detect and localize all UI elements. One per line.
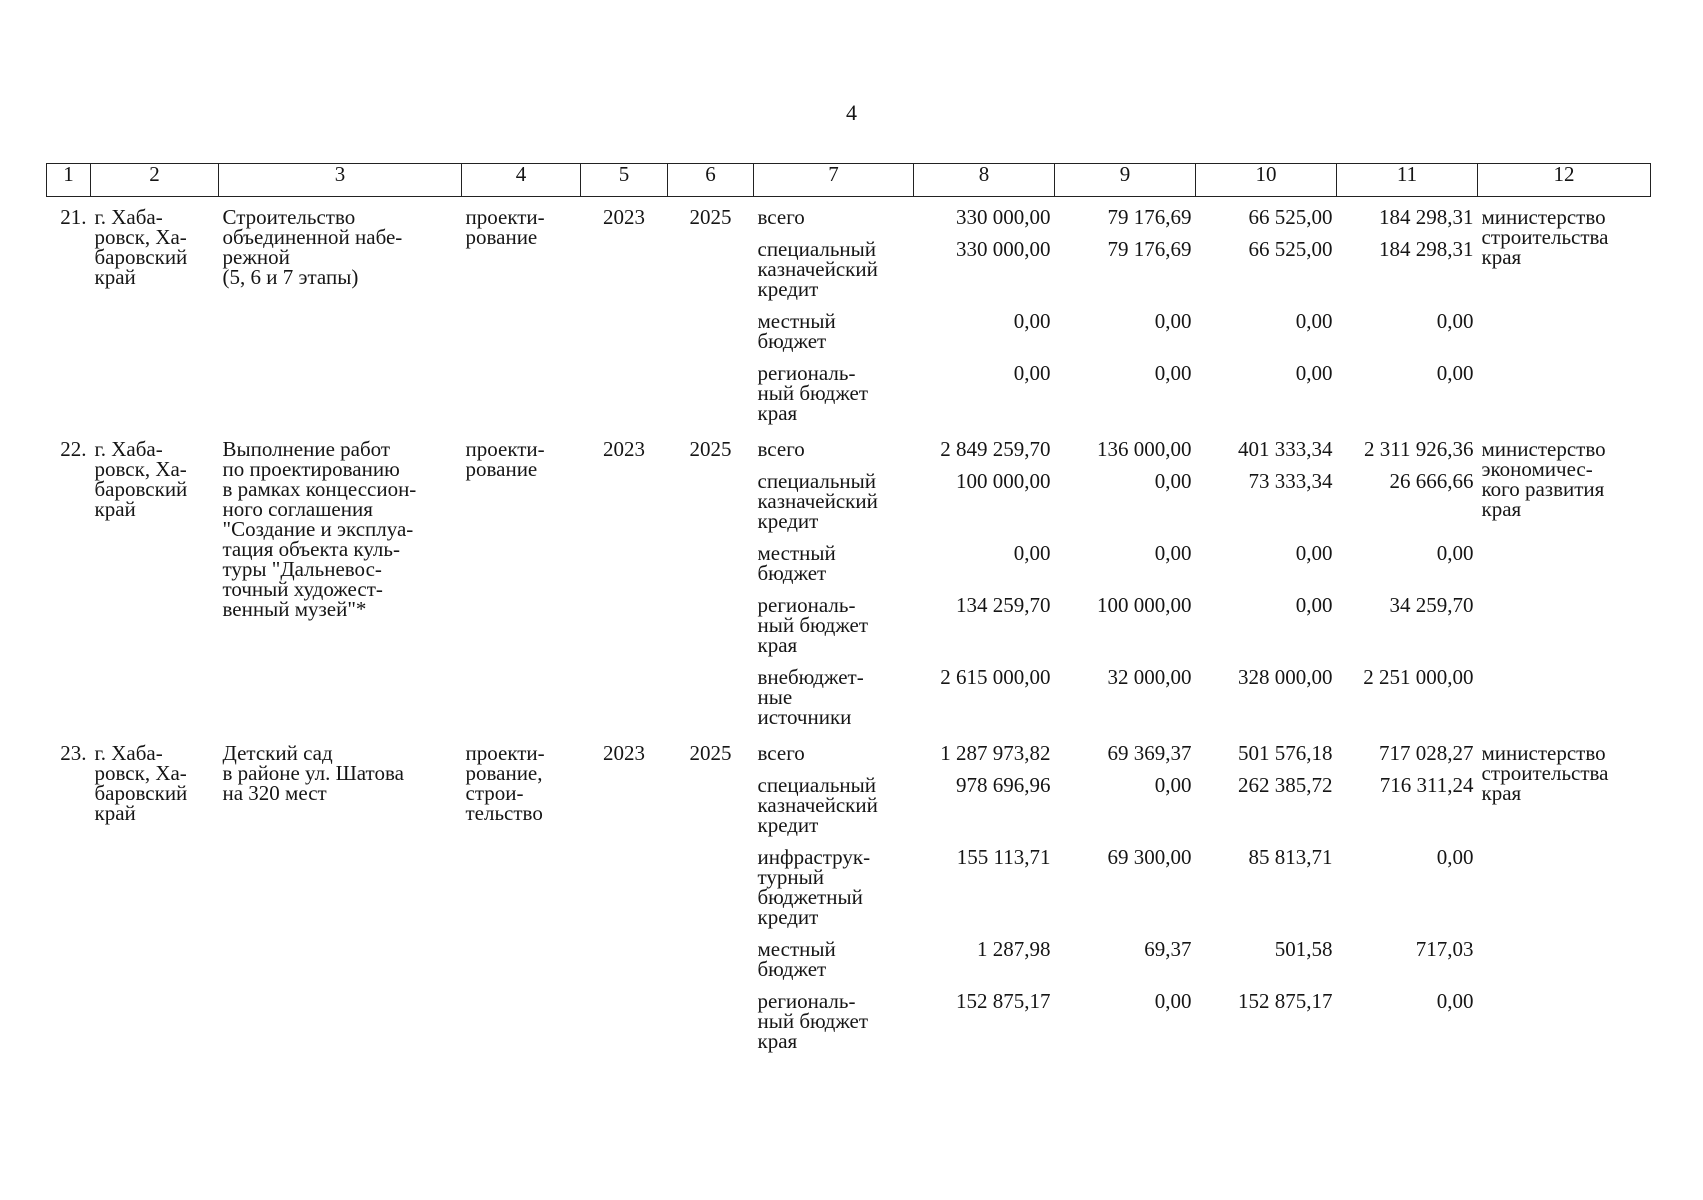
funding-source: всего [757,437,805,461]
column-number: 1 [47,164,91,197]
value-col-8: 1 287,98 [977,937,1051,961]
column-number: 11 [1337,164,1478,197]
value-col-10: 0,00 [1295,593,1333,617]
value-col-8: 2 615 000,00 [940,665,1051,689]
value-col-10: 152 875,17 [1238,989,1333,1013]
funding-source: местный бюджет [757,309,836,353]
entry-start-year: 2023 [603,437,645,461]
program-table [46,163,1651,1057]
value-col-10: 73 333,34 [1248,469,1333,493]
value-col-9: 0,00 [1154,773,1192,797]
value-col-9: 69 300,00 [1107,845,1192,869]
value-col-10: 501,58 [1274,937,1333,961]
funding-source: специальный казначейский кредит [757,773,878,837]
value-col-8: 155 113,71 [956,845,1051,869]
value-col-9: 79 176,69 [1107,205,1192,229]
value-col-11: 2 251 000,00 [1363,665,1474,689]
funding-source: региональ- ный бюджет края [757,989,869,1053]
table-row [47,733,1651,763]
funding-source: всего [757,205,805,229]
value-col-10: 401 333,34 [1238,437,1333,461]
value-col-10: 262 385,72 [1238,773,1333,797]
value-col-9: 0,00 [1154,309,1192,333]
value-col-9: 0,00 [1154,989,1192,1013]
value-col-11: 0,00 [1436,989,1474,1013]
value-col-8: 134 259,70 [956,593,1051,617]
column-number: 7 [754,164,914,197]
value-col-8: 100 000,00 [956,469,1051,493]
value-col-11: 2 311 926,36 [1364,437,1474,461]
column-number: 4 [462,164,581,197]
entry-stage: проекти- рование, строи- тельство [465,741,545,825]
value-col-10: 328 000,00 [1238,665,1333,689]
entry-location: г. Хаба- ровск, Ха- баровский край [94,741,188,825]
funding-source: региональ- ный бюджет края [757,593,869,657]
column-number: 3 [219,164,462,197]
value-col-8: 330 000,00 [956,205,1051,229]
column-number: 10 [1196,164,1337,197]
entry-start-year: 2023 [603,205,645,229]
entry-responsible: министерство экономичес- кого развития края [1481,437,1606,521]
value-col-11: 716 311,24 [1379,773,1474,797]
value-col-11: 184 298,31 [1379,205,1474,229]
entry-stage: проекти- рование [465,205,545,249]
value-col-8: 1 287 973,82 [940,741,1051,765]
value-col-9: 0,00 [1154,469,1192,493]
column-number: 8 [914,164,1055,197]
value-col-10: 66 525,00 [1248,205,1333,229]
value-col-11: 717,03 [1415,937,1474,961]
value-col-8: 978 696,96 [956,773,1051,797]
funding-source: местный бюджет [757,937,836,981]
value-col-9: 100 000,00 [1097,593,1192,617]
value-col-9: 79 176,69 [1107,237,1192,261]
entry-object: Выполнение работ по проектированию в рамках концессион- ного соглашения "Создание и эксплуа- тация объекта куль- туры "Дальневос- точный художест- венный музей"* [222,437,417,621]
column-number-row [47,164,1651,197]
column-number: 2 [91,164,219,197]
entry-object: Детский сад в районе ул. Шатова на 320 мест [222,741,404,805]
value-col-8: 152 875,17 [956,989,1051,1013]
entry-index: 23. [60,741,87,765]
value-col-10: 501 576,18 [1238,741,1333,765]
value-col-10: 0,00 [1295,361,1333,385]
value-col-11: 0,00 [1436,845,1474,869]
value-col-8: 0,00 [1013,361,1051,385]
value-col-11: 34 259,70 [1389,593,1474,617]
value-col-9: 0,00 [1154,361,1192,385]
funding-source: внебюджет- ные источники [757,665,864,729]
entry-end-year: 2025 [689,437,732,461]
funding-source: региональ- ный бюджет края [757,361,869,425]
page-number: 4 [846,100,857,125]
value-col-9: 136 000,00 [1097,437,1192,461]
entry-responsible: министерство строительства края [1481,741,1609,805]
value-col-11: 184 298,31 [1379,237,1474,261]
value-col-8: 330 000,00 [956,237,1051,261]
entry-start-year: 2023 [603,741,645,765]
value-col-9: 0,00 [1154,541,1192,565]
value-col-11: 717 028,27 [1379,741,1474,765]
entry-end-year: 2025 [689,205,732,229]
value-col-11: 26 666,66 [1389,469,1474,493]
value-col-9: 32 000,00 [1107,665,1192,689]
value-col-10: 85 813,71 [1248,845,1333,869]
entry-stage: проекти- рование [465,437,545,481]
entry-index: 22. [60,437,87,461]
entry-responsible: министерство строительства края [1481,205,1609,269]
entry-index: 21. [60,205,87,229]
value-col-8: 0,00 [1013,541,1051,565]
column-number: 6 [668,164,754,197]
funding-source: специальный казначейский кредит [757,469,878,533]
funding-source: специальный казначейский кредит [757,237,878,301]
column-number: 12 [1478,164,1651,197]
table-row [47,429,1651,459]
value-col-8: 2 849 259,70 [940,437,1051,461]
funding-source: инфраструк- турный бюджетный кредит [757,845,871,929]
funding-source: всего [757,741,805,765]
value-col-8: 0,00 [1013,309,1051,333]
entry-location: г. Хаба- ровск, Ха- баровский край [94,205,188,289]
value-col-11: 0,00 [1436,309,1474,333]
value-col-9: 69 369,37 [1107,741,1192,765]
entry-location: г. Хаба- ровск, Ха- баровский край [94,437,188,521]
entry-object: Строительство объединенной набе- режной (5, 6 и 7 этапы) [222,205,403,289]
column-number: 9 [1055,164,1196,197]
value-col-11: 0,00 [1436,541,1474,565]
table-row [47,197,1651,228]
funding-source: местный бюджет [757,541,836,585]
value-col-10: 66 525,00 [1248,237,1333,261]
value-col-9: 69,37 [1144,937,1192,961]
value-col-10: 0,00 [1295,541,1333,565]
column-number: 5 [581,164,668,197]
entry-end-year: 2025 [689,741,732,765]
value-col-10: 0,00 [1295,309,1333,333]
value-col-11: 0,00 [1436,361,1474,385]
